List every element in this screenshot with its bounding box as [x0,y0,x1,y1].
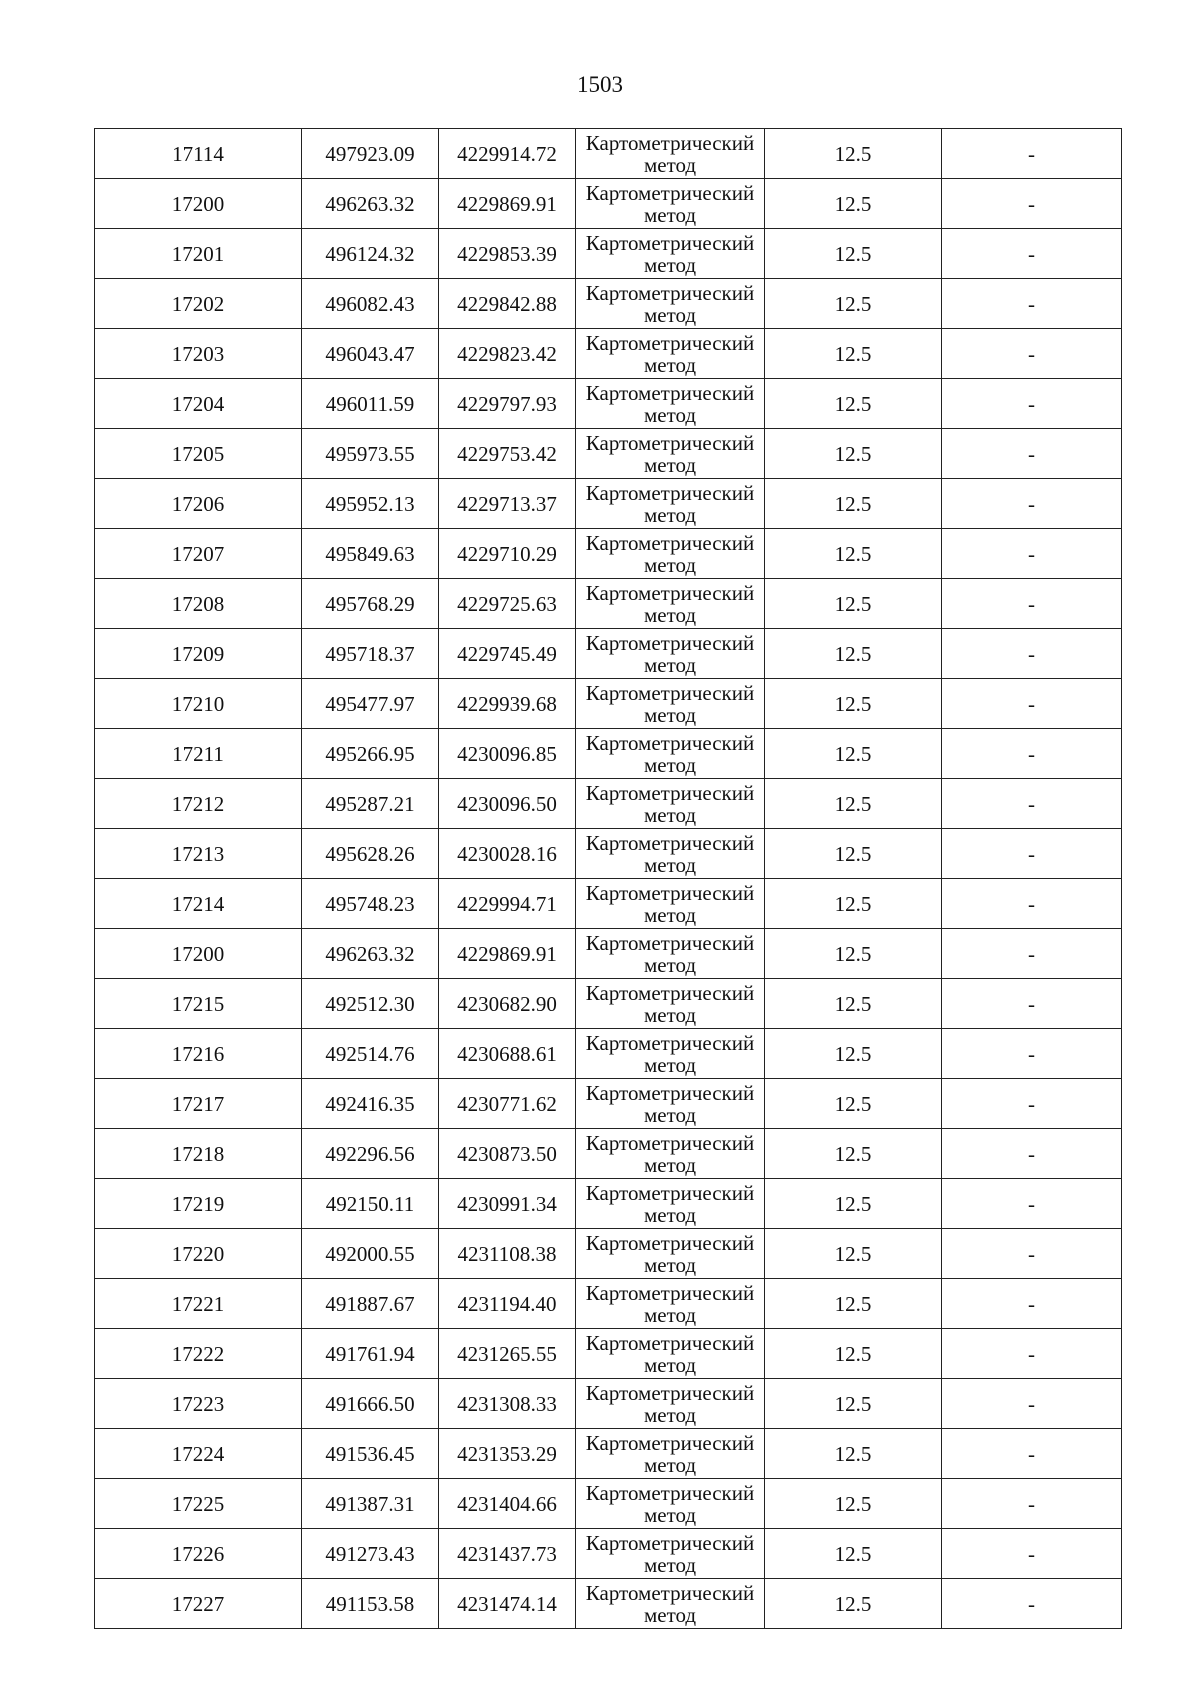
method-cell [576,429,765,479]
method-line-2: метод [643,202,697,227]
method-cell [576,1229,765,1279]
y-coordinate-cell: 4229994.71 [439,879,576,929]
x-coordinate-cell: 495287.21 [302,779,439,829]
y-coordinate-cell: 4229939.68 [439,679,576,729]
method-cell [576,379,765,429]
y-coordinate-cell: 4230096.85 [439,729,576,779]
method-cell [576,829,765,879]
method-cell [576,129,765,179]
method-line-1: Картометрический [585,1230,755,1255]
method-line-1: Картометрический [585,680,755,705]
point-number-cell: 17216 [95,1029,302,1079]
description-cell: - [942,279,1122,329]
point-number-cell: 17214 [95,879,302,929]
method-line-1: Картометрический [585,1280,755,1305]
x-coordinate-cell: 496124.32 [302,229,439,279]
x-coordinate-cell: 495477.97 [302,679,439,729]
x-coordinate-cell: 492512.30 [302,979,439,1029]
point-number-cell: 17227 [95,1579,302,1629]
x-coordinate-cell: 495973.55 [302,429,439,479]
table-row [95,229,1122,279]
y-coordinate-cell: 4229710.29 [439,529,576,579]
description-cell: - [942,879,1122,929]
coordinates-table [94,128,1122,1629]
description-cell: - [942,329,1122,379]
description-cell: - [942,629,1122,679]
description-cell: - [942,379,1122,429]
method-line-2: метод [643,1152,697,1177]
accuracy-cell: 12.5 [765,129,942,179]
description-cell: - [942,1429,1122,1479]
method-cell [576,1179,765,1229]
method-line-1: Картометрический [585,1430,755,1455]
table-row [95,329,1122,379]
method-cell [576,179,765,229]
accuracy-cell: 12.5 [765,679,942,729]
method-cell [576,929,765,979]
method-cell [576,479,765,529]
point-number-cell: 17200 [95,179,302,229]
method-cell [576,529,765,579]
point-number-cell: 17219 [95,1179,302,1229]
method-line-2: метод [643,1052,697,1077]
point-number-cell: 17211 [95,729,302,779]
method-line-1: Картометрический [585,630,755,655]
method-line-1: Картометрический [585,830,755,855]
page-number: 1503 [577,72,623,97]
method-line-1: Картометрический [585,880,755,905]
x-coordinate-cell: 491387.31 [302,1479,439,1529]
accuracy-cell: 12.5 [765,279,942,329]
x-coordinate-cell: 496263.32 [302,929,439,979]
table-row [95,1129,1122,1179]
method-line-1: Картометрический [585,230,755,255]
x-coordinate-cell: 495266.95 [302,729,439,779]
method-cell [576,1279,765,1329]
method-cell [576,979,765,1029]
point-number-cell: 17208 [95,579,302,629]
table-row [95,1179,1122,1229]
y-coordinate-cell: 4230991.34 [439,1179,576,1229]
table-row [95,1079,1122,1129]
accuracy-cell: 12.5 [765,579,942,629]
y-coordinate-cell: 4231437.73 [439,1529,576,1579]
y-coordinate-cell: 4229725.63 [439,579,576,629]
table-row [95,629,1122,679]
x-coordinate-cell: 497923.09 [302,129,439,179]
accuracy-cell: 12.5 [765,779,942,829]
description-cell: - [942,829,1122,879]
description-cell: - [942,1179,1122,1229]
y-coordinate-cell: 4231353.29 [439,1429,576,1479]
method-line-1: Картометрический [585,130,755,155]
coordinates-table-body [95,129,1122,1629]
method-line-1: Картометрический [585,1330,755,1355]
description-cell: - [942,679,1122,729]
point-number-cell: 17217 [95,1079,302,1129]
table-row [95,429,1122,479]
y-coordinate-cell: 4230873.50 [439,1129,576,1179]
x-coordinate-cell: 495718.37 [302,629,439,679]
method-line-1: Картометрический [585,430,755,455]
method-line-1: Картометрический [585,1580,755,1605]
method-line-2: метод [643,1102,697,1127]
method-line-2: метод [643,352,697,377]
description-cell: - [942,1329,1122,1379]
table-row [95,479,1122,529]
method-cell [576,629,765,679]
method-line-2: метод [643,1202,697,1227]
accuracy-cell: 12.5 [765,1079,942,1129]
method-line-1: Картометрический [585,330,755,355]
accuracy-cell: 12.5 [765,479,942,529]
table-row [95,1479,1122,1529]
y-coordinate-cell: 4230096.50 [439,779,576,829]
method-line-2: метод [643,1602,697,1627]
accuracy-cell: 12.5 [765,379,942,429]
point-number-cell: 17206 [95,479,302,529]
x-coordinate-cell: 491666.50 [302,1379,439,1429]
x-coordinate-cell: 491536.45 [302,1429,439,1479]
x-coordinate-cell: 492150.11 [302,1179,439,1229]
y-coordinate-cell: 4231194.40 [439,1279,576,1329]
method-line-2: метод [643,852,697,877]
accuracy-cell: 12.5 [765,729,942,779]
x-coordinate-cell: 495952.13 [302,479,439,529]
method-cell [576,579,765,629]
method-line-2: метод [643,902,697,927]
table-row [95,279,1122,329]
method-cell [576,779,765,829]
method-line-2: метод [643,252,697,277]
table-row [95,1429,1122,1479]
x-coordinate-cell: 495748.23 [302,879,439,929]
point-number-cell: 17207 [95,529,302,579]
method-line-1: Картометрический [585,1130,755,1155]
y-coordinate-cell: 4231265.55 [439,1329,576,1379]
description-cell: - [942,729,1122,779]
table-row [95,579,1122,629]
description-cell: - [942,1579,1122,1629]
y-coordinate-cell: 4229869.91 [439,179,576,229]
description-cell: - [942,1379,1122,1429]
method-line-2: метод [643,702,697,727]
table-row [95,779,1122,829]
table-row [95,1029,1122,1079]
description-cell: - [942,1479,1122,1529]
method-line-1: Картометрический [585,1480,755,1505]
method-line-1: Картометрический [585,930,755,955]
accuracy-cell: 12.5 [765,1029,942,1079]
method-line-2: метод [643,1552,697,1577]
method-line-2: метод [643,402,697,427]
table-row [95,1329,1122,1379]
method-line-1: Картометрический [585,1080,755,1105]
y-coordinate-cell: 4229797.93 [439,379,576,429]
accuracy-cell: 12.5 [765,1379,942,1429]
x-coordinate-cell: 492296.56 [302,1129,439,1179]
point-number-cell: 17203 [95,329,302,379]
method-line-2: метод [643,602,697,627]
y-coordinate-cell: 4229869.91 [439,929,576,979]
description-cell: - [942,979,1122,1029]
method-line-2: метод [643,802,697,827]
accuracy-cell: 12.5 [765,329,942,379]
y-coordinate-cell: 4231404.66 [439,1479,576,1529]
description-cell: - [942,1129,1122,1179]
table-row [95,829,1122,879]
method-cell [576,679,765,729]
method-line-1: Картометрический [585,980,755,1005]
x-coordinate-cell: 496011.59 [302,379,439,429]
point-number-cell: 17222 [95,1329,302,1379]
y-coordinate-cell: 4229853.39 [439,229,576,279]
x-coordinate-cell: 492514.76 [302,1029,439,1079]
method-cell [576,1329,765,1379]
accuracy-cell: 12.5 [765,1429,942,1479]
table-row [95,1279,1122,1329]
accuracy-cell: 12.5 [765,1529,942,1579]
y-coordinate-cell: 4229842.88 [439,279,576,329]
method-line-2: метод [643,1302,697,1327]
method-line-1: Картометрический [585,380,755,405]
method-line-1: Картометрический [585,1530,755,1555]
point-number-cell: 17225 [95,1479,302,1529]
x-coordinate-cell: 492000.55 [302,1229,439,1279]
method-line-1: Картометрический [585,580,755,605]
accuracy-cell: 12.5 [765,829,942,879]
description-cell: - [942,1029,1122,1079]
accuracy-cell: 12.5 [765,1579,942,1629]
accuracy-cell: 12.5 [765,979,942,1029]
table-row [95,179,1122,229]
table-row [95,879,1122,929]
description-cell: - [942,1529,1122,1579]
description-cell: - [942,129,1122,179]
point-number-cell: 17220 [95,1229,302,1279]
method-line-1: Картометрический [585,530,755,555]
method-line-1: Картометрический [585,1180,755,1205]
method-line-2: метод [643,652,697,677]
accuracy-cell: 12.5 [765,929,942,979]
method-line-1: Картометрический [585,1030,755,1055]
x-coordinate-cell: 495849.63 [302,529,439,579]
method-cell [576,1079,765,1129]
method-line-1: Картометрический [585,780,755,805]
point-number-cell: 17224 [95,1429,302,1479]
method-cell [576,1129,765,1179]
method-cell [576,279,765,329]
y-coordinate-cell: 4230771.62 [439,1079,576,1129]
point-number-cell: 17200 [95,929,302,979]
accuracy-cell: 12.5 [765,1179,942,1229]
x-coordinate-cell: 492416.35 [302,1079,439,1129]
method-line-1: Картометрический [585,280,755,305]
accuracy-cell: 12.5 [765,1279,942,1329]
y-coordinate-cell: 4230028.16 [439,829,576,879]
description-cell: - [942,1279,1122,1329]
method-line-2: метод [643,1252,697,1277]
method-line-2: метод [643,1352,697,1377]
accuracy-cell: 12.5 [765,529,942,579]
x-coordinate-cell: 496082.43 [302,279,439,329]
description-cell: - [942,179,1122,229]
table-row [95,1579,1122,1629]
accuracy-cell: 12.5 [765,629,942,679]
table-row [95,1529,1122,1579]
accuracy-cell: 12.5 [765,229,942,279]
accuracy-cell: 12.5 [765,1479,942,1529]
table-row [95,729,1122,779]
description-cell: - [942,929,1122,979]
accuracy-cell: 12.5 [765,1329,942,1379]
y-coordinate-cell: 4231474.14 [439,1579,576,1629]
method-line-1: Картометрический [585,480,755,505]
description-cell: - [942,1229,1122,1279]
y-coordinate-cell: 4229745.49 [439,629,576,679]
y-coordinate-cell: 4230688.61 [439,1029,576,1079]
accuracy-cell: 12.5 [765,1229,942,1279]
method-line-2: метод [643,152,697,177]
point-number-cell: 17218 [95,1129,302,1179]
point-number-cell: 17114 [95,129,302,179]
method-line-2: метод [643,752,697,777]
y-coordinate-cell: 4229823.42 [439,329,576,379]
point-number-cell: 17213 [95,829,302,879]
method-cell [576,1579,765,1629]
table-row [95,1379,1122,1429]
x-coordinate-cell: 491273.43 [302,1529,439,1579]
description-cell: - [942,579,1122,629]
point-number-cell: 17221 [95,1279,302,1329]
point-number-cell: 17223 [95,1379,302,1429]
method-cell [576,229,765,279]
point-number-cell: 17205 [95,429,302,479]
method-cell [576,1529,765,1579]
accuracy-cell: 12.5 [765,1129,942,1179]
table-row [95,1229,1122,1279]
description-cell: - [942,229,1122,279]
accuracy-cell: 12.5 [765,429,942,479]
x-coordinate-cell: 496263.32 [302,179,439,229]
x-coordinate-cell: 491153.58 [302,1579,439,1629]
point-number-cell: 17210 [95,679,302,729]
point-number-cell: 17204 [95,379,302,429]
y-coordinate-cell: 4229914.72 [439,129,576,179]
method-line-2: метод [643,552,697,577]
table-row [95,929,1122,979]
point-number-cell: 17215 [95,979,302,1029]
method-line-1: Картометрический [585,180,755,205]
y-coordinate-cell: 4229713.37 [439,479,576,529]
description-cell: - [942,429,1122,479]
method-cell [576,879,765,929]
point-number-cell: 17212 [95,779,302,829]
accuracy-cell: 12.5 [765,879,942,929]
method-cell [576,729,765,779]
x-coordinate-cell: 495628.26 [302,829,439,879]
method-line-2: метод [643,1002,697,1027]
y-coordinate-cell: 4231108.38 [439,1229,576,1279]
y-coordinate-cell: 4230682.90 [439,979,576,1029]
method-line-2: метод [643,502,697,527]
x-coordinate-cell: 491761.94 [302,1329,439,1379]
method-line-2: метод [643,1452,697,1477]
table-row [95,129,1122,179]
point-number-cell: 17201 [95,229,302,279]
accuracy-cell: 12.5 [765,179,942,229]
method-line-2: метод [643,302,697,327]
y-coordinate-cell: 4231308.33 [439,1379,576,1429]
description-cell: - [942,479,1122,529]
method-cell [576,1379,765,1429]
method-cell [576,1479,765,1529]
method-line-2: метод [643,1402,697,1427]
method-line-2: метод [643,452,697,477]
point-number-cell: 17209 [95,629,302,679]
method-cell [576,1429,765,1479]
method-line-1: Картометрический [585,1380,755,1405]
method-line-2: метод [643,1502,697,1527]
description-cell: - [942,529,1122,579]
y-coordinate-cell: 4229753.42 [439,429,576,479]
description-cell: - [942,1079,1122,1129]
table-row [95,379,1122,429]
method-cell [576,329,765,379]
method-cell [576,1029,765,1079]
x-coordinate-cell: 491887.67 [302,1279,439,1329]
method-line-2: метод [643,952,697,977]
x-coordinate-cell: 496043.47 [302,329,439,379]
point-number-cell: 17202 [95,279,302,329]
point-number-cell: 17226 [95,1529,302,1579]
x-coordinate-cell: 495768.29 [302,579,439,629]
table-row [95,979,1122,1029]
table-row [95,529,1122,579]
description-cell: - [942,779,1122,829]
method-line-1: Картометрический [585,730,755,755]
table-row [95,679,1122,729]
